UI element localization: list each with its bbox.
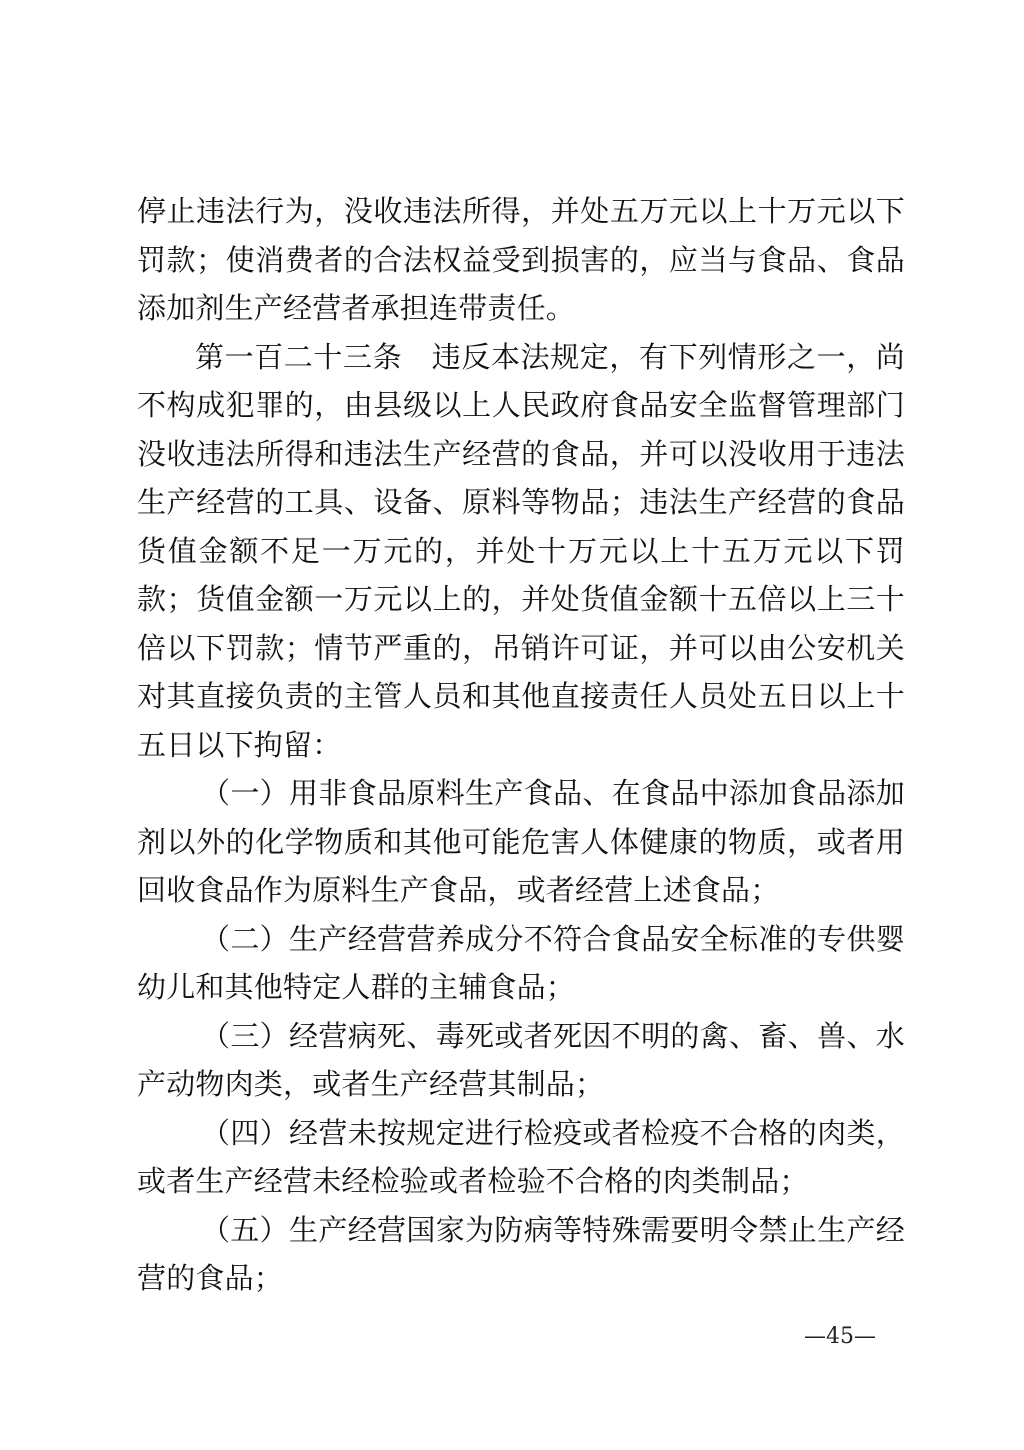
page-number: —45— xyxy=(804,1324,876,1349)
list-item-1: （一）用非食品原料生产食品、在食品中添加食品添加剂以外的化学物质和其他可能危害人体健康的物质，或者用回收食品作为原料生产食品，或者经营上述食品； xyxy=(137,776,905,907)
list-item-4: （四）经营未按规定进行检疫或者检疫不合格的肉类，或者生产经营未经检验或者检验不合格的肉类制品； xyxy=(137,1115,905,1198)
list-item-5: （五）生产经营国家为防病等特殊需要明令禁止生产经营的食品； xyxy=(137,1212,905,1295)
paragraph-continuation: 停止违法行为，没收违法所得，并处五万元以上十万元以下罚款；使消费者的合法权益受到损害的，应当与食品、食品添加剂生产经营者承担连带责任。 xyxy=(137,194,905,325)
paragraph-article-123: 第一百二十三条 违反本法规定，有下列情形之一，尚不构成犯罪的，由县级以上人民政府食品安全监督管理部门没收违法所得和违法生产经营的食品，并可以没收用于违法生产经营的工具、设备、原料等物品；违法生产经营的食品货值金额不足一万元的，并处十万元以上十五万元以下罚款；货值金额一万元以上的，并处货值金额十五倍以上三十倍以下罚款；情节严重的，吊销许可证，并可以由公安机关对其直接负责的主管人员和其他直接责任人员处五日以上十五日以下拘留： xyxy=(137,339,905,762)
list-item-3: （三）经营病死、毒死或者死因不明的禽、畜、兽、水产动物肉类，或者生产经营其制品； xyxy=(137,1018,905,1101)
body-text xyxy=(137,187,905,1303)
list-item-2: （二）生产经营营养成分不符合食品安全标准的专供婴幼儿和其他特定人群的主辅食品； xyxy=(137,921,905,1004)
